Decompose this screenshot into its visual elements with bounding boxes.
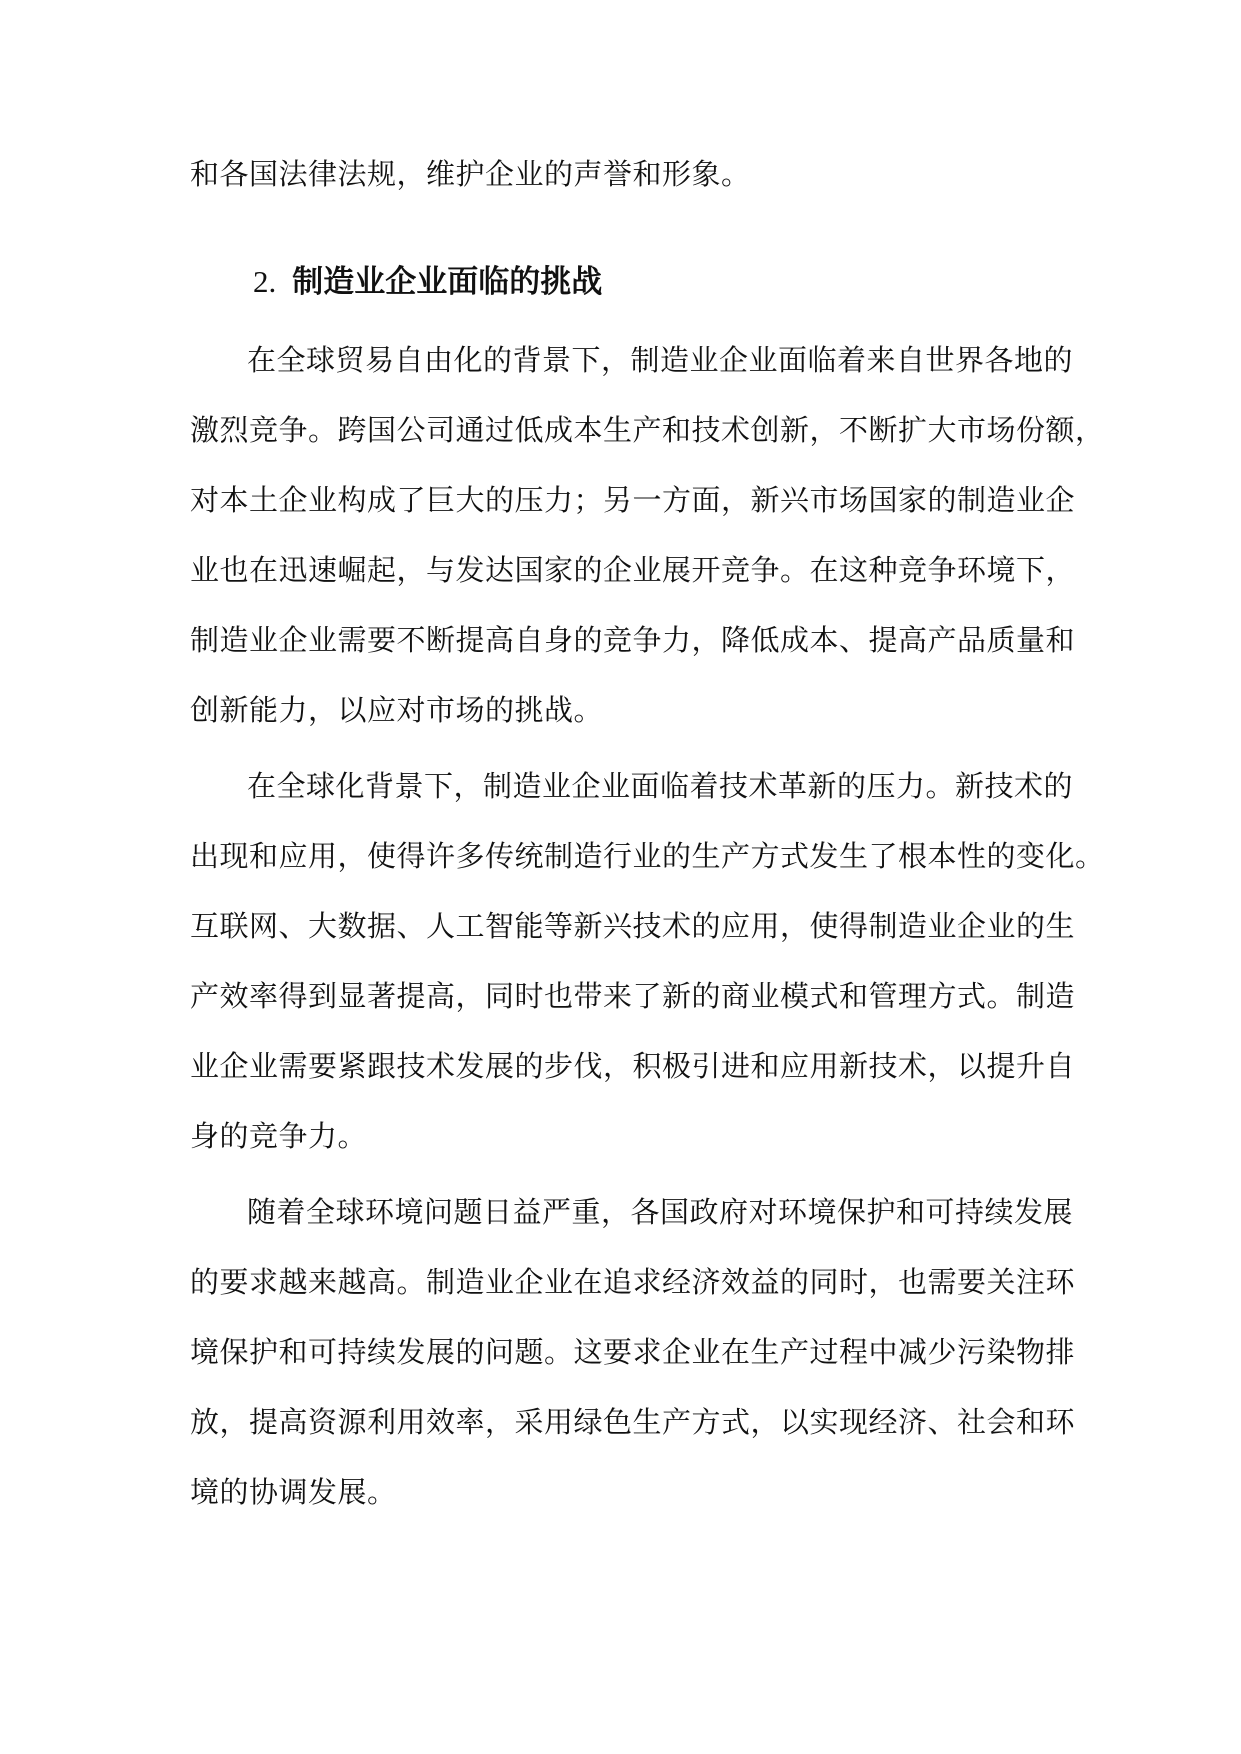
paragraph-line: 在全球化背景下，制造业企业面临着技术革新的压力。新技术的 bbox=[247, 769, 1074, 803]
section-title: 制造业企业面临的挑战 bbox=[292, 264, 603, 300]
paragraph-line: 在全球贸易自由化的背景下，制造业企业面临着来自世界各地的 bbox=[247, 343, 1074, 377]
section-heading bbox=[253, 260, 602, 304]
paragraph-line: 放，提高资源利用效率，采用绿色生产方式，以实现经济、社会和环 bbox=[190, 1405, 1076, 1439]
paragraph-line: 对本土企业构成了巨大的压力；另一方面，新兴市场国家的制造业企 bbox=[190, 483, 1076, 517]
paragraph-line: 互联网、大数据、人工智能等新兴技术的应用，使得制造业企业的生 bbox=[190, 909, 1076, 943]
paragraph-line: 身的竞争力。 bbox=[190, 1119, 368, 1153]
paragraph-line: 境的协调发展。 bbox=[190, 1475, 397, 1509]
paragraph-line: 业企业需要紧跟技术发展的步伐，积极引进和应用新技术，以提升自 bbox=[190, 1049, 1076, 1083]
paragraph-line: 境保护和可持续发展的问题。这要求企业在生产过程中减少污染物排 bbox=[190, 1335, 1076, 1369]
continuation-line: 和各国法律法规，维护企业的声誉和形象。 bbox=[190, 157, 751, 191]
paragraph-line: 制造业企业需要不断提高自身的竞争力，降低成本、提高产品质量和 bbox=[190, 623, 1076, 657]
paragraph-line: 出现和应用，使得许多传统制造行业的生产方式发生了根本性的变化。 bbox=[190, 839, 1105, 873]
paragraph-line: 的要求越来越高。制造业企业在追求经济效益的同时，也需要关注环 bbox=[190, 1265, 1076, 1299]
paragraph-line: 产效率得到显著提高，同时也带来了新的商业模式和管理方式。制造 bbox=[190, 979, 1076, 1013]
paragraph-line: 随着全球环境问题日益严重，各国政府对环境保护和可持续发展 bbox=[247, 1195, 1074, 1229]
paragraph-line: 激烈竞争。跨国公司通过低成本生产和技术创新，不断扩大市场份额， bbox=[190, 413, 1105, 447]
section-number: 2. bbox=[253, 264, 277, 299]
paragraph-line: 业也在迅速崛起，与发达国家的企业展开竞争。在这种竞争环境下， bbox=[190, 553, 1076, 587]
paragraph-line: 创新能力，以应对市场的挑战。 bbox=[190, 693, 604, 727]
